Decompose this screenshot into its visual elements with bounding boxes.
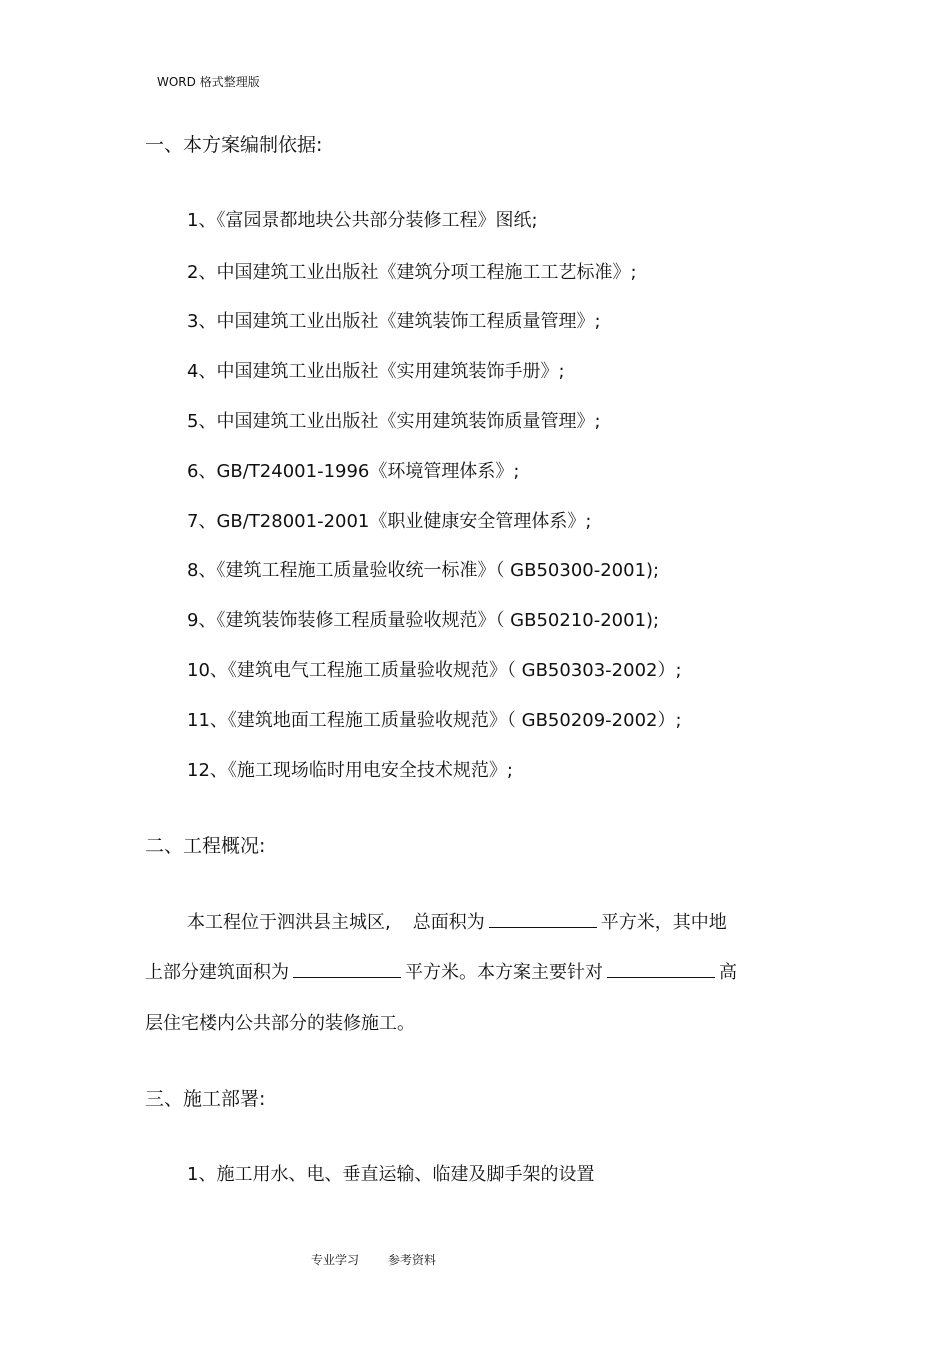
list-item: 1、《富园景都地块公共部分装修工程》图纸; (187, 210, 538, 231)
footer-left: 专业学习 (311, 1253, 360, 1267)
paragraph-line-1 (187, 908, 727, 934)
blank-field (489, 926, 597, 928)
section-2-title: 二、工程概况: (145, 835, 266, 857)
list-item: 3、中国建筑工业出版社《建筑装饰工程质量管理》; (187, 311, 601, 332)
list-item: 2、中国建筑工业出版社《建筑分项工程施工工艺标准》; (187, 262, 637, 283)
list-item: 12、《施工现场临时用电安全技术规范》; (187, 760, 513, 781)
list-item: 11、《建筑地面工程施工质量验收规范》（ GB50209-2002）; (187, 710, 682, 731)
document-header: WORD 格式整理版 (157, 75, 260, 89)
section-1-title: 一、本方案编制依据: (145, 134, 323, 156)
paragraph-line-3: 层住宅楼内公共部分的装修施工。 (145, 1013, 415, 1034)
paragraph-text: 上部分建筑面积为 (145, 962, 289, 983)
paragraph-line-2 (145, 958, 737, 984)
list-item: 6、GB/T24001-1996《环境管理体系》; (187, 461, 520, 482)
list-item: 5、中国建筑工业出版社《实用建筑装饰质量管理》; (187, 411, 601, 432)
paragraph-text: 总面积为 (412, 912, 485, 933)
section-3-title: 三、施工部署: (145, 1088, 266, 1110)
list-item: 7、GB/T28001-2001《职业健康安全管理体系》; (187, 511, 592, 532)
paragraph-text: 高 (719, 962, 737, 983)
list-item: 1、施工用水、电、垂直运输、临建及脚手架的设置 (187, 1164, 595, 1185)
list-item: 4、中国建筑工业出版社《实用建筑装饰手册》; (187, 361, 565, 382)
footer-right: 参考资料 (388, 1253, 437, 1267)
list-item: 9、《建筑装饰装修工程质量验收规范》（ GB50210-2001); (187, 610, 660, 631)
list-item: 10、《建筑电气工程施工质量验收规范》（ GB50303-2002）; (187, 660, 682, 681)
blank-field (293, 976, 401, 978)
paragraph-text: 平方米。本方案主要针对 (405, 962, 603, 983)
paragraph-text: 本工程位于泗洪县主城区, (187, 912, 391, 933)
list-item: 8、《建筑工程施工质量验收统一标准》（ GB50300-2001); (187, 560, 660, 581)
paragraph-text: 平方米，其中地 (600, 912, 727, 933)
blank-field (607, 976, 715, 978)
